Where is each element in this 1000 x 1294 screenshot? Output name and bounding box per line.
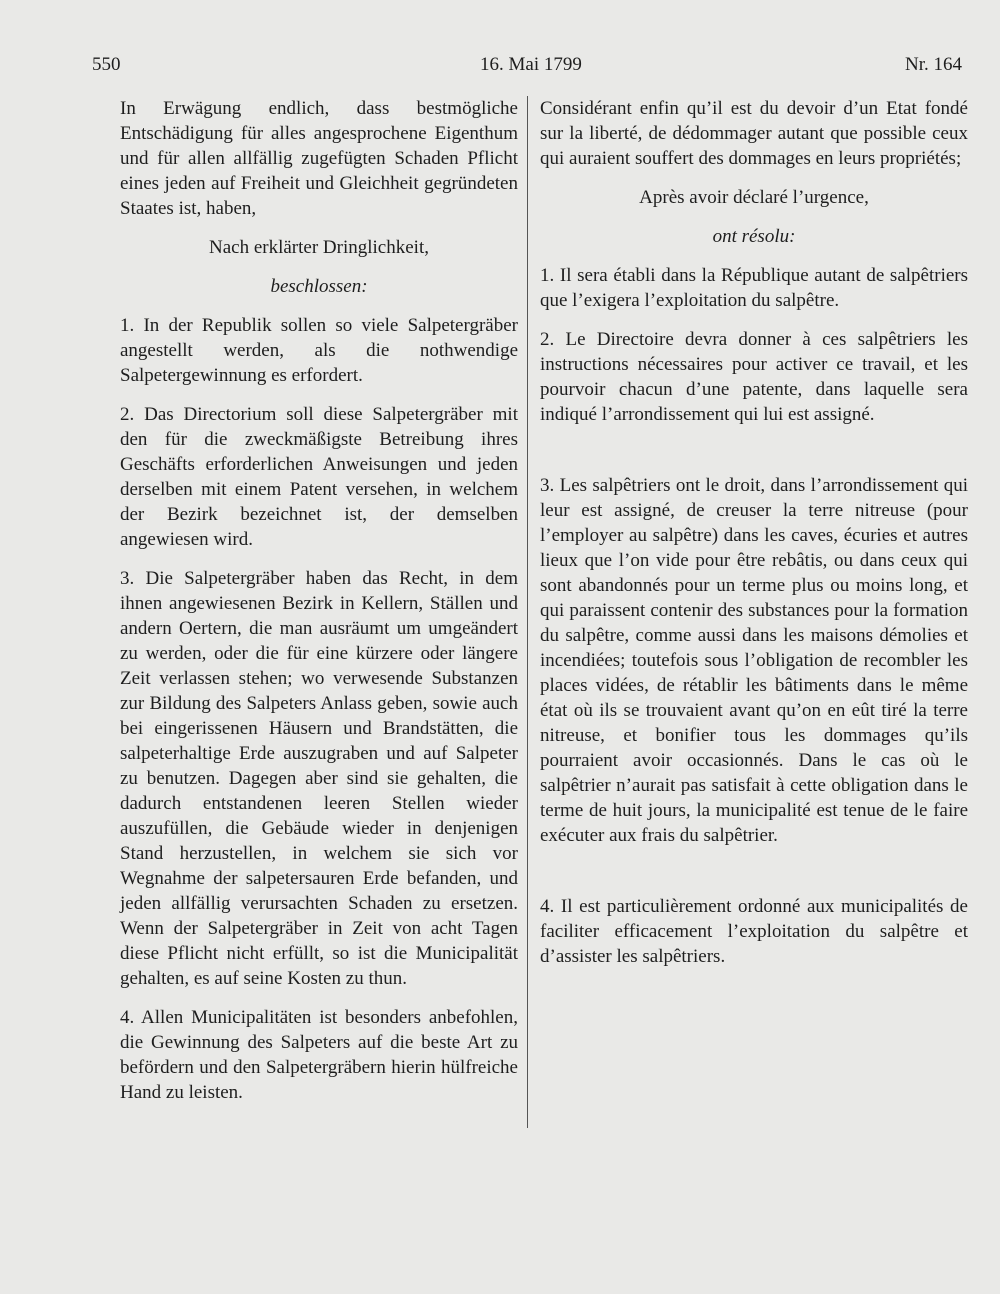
german-article-2: 2. Das Directorium soll diese Salpetergräber mit den für die zweckmäßigste Betreibung ihres Geschäfts erforderlichen Anweisungen und jeden derselben mit einem Patent versehen, in welchem der Bezirk bezeichnet ist, der demselben angewiesen wird.	[120, 404, 518, 550]
french-preamble: Considérant enfin qu’il est du devoir d’un Etat fondé sur la liberté, de dédommager autant que possible ceux qui auraient souffert des dommages en leurs propriétés;	[540, 98, 968, 169]
german-article-3: 3. Die Salpetergräber haben das Recht, in dem ihnen angewiesenen Bezirk in Kellern, Ställen und andern Oertern, die man ausräumt um umgeändert zu werden, oder die für eine kürzere oder längere Zeit verlassen stehen; wo verwesende Substanzen zur Bildung des Salpeters Anlass geben, sowie auch bei eingerissenen Häusern und Brandstätten, die salpeterhaltige Erde auszugraben und auf Salpeter zu benutzen. Dagegen aber sind sie gehalten, die dadurch entstandenen leeren Stellen wieder auszufüllen, die Gebäude wieder in denjenigen Stand herzustellen, in welchem sie sich vor Wegnahme der salpetersauren Erde befanden, und jeden allfällig verursachten Schaden zu ersetzen. Wenn der Salpetergräber in Zeit von acht Tagen diese Pflicht nicht erfüllt, so ist die Municipalität gehalten, es auf seine Kosten zu thun.	[120, 568, 518, 989]
german-article-1: 1. In der Republik sollen so viele Salpetergräber angestellt werden, als die nothwendige Salpetergewinnung es erfordert.	[120, 315, 518, 386]
page-header	[92, 54, 972, 84]
page-date: 16. Mai 1799	[480, 54, 582, 75]
column-divider	[527, 96, 528, 1128]
german-resolved: beschlossen:	[270, 276, 368, 297]
french-urgency: Après avoir déclaré l’urgence,	[639, 187, 869, 208]
french-resolved: ont résolu:	[712, 226, 796, 247]
german-column	[120, 96, 518, 1105]
page-number: 550	[92, 54, 121, 75]
french-article-2: 2. Le Directoire devra donner à ces salpêtriers les instructions nécessaires pour activer ce travail, et les pourvoir chacun d’une patente, dans laquelle sera indiqué l’arrondissement qui lui est assigné.	[540, 329, 968, 425]
german-urgency: Nach erklärter Dringlichkeit,	[209, 237, 429, 258]
french-article-4: 4. Il est particulièrement ordonné aux municipalités de faciliter efficacement l’exploitation du salpêtre et d’assister les salpêtriers.	[540, 896, 968, 967]
french-article-1: 1. Il sera établi dans la République autant de salpêtriers que l’exigera l’exploitation du salpêtre.	[540, 265, 968, 311]
german-preamble: In Erwägung endlich, dass bestmögliche Entschädigung für alles angesprochene Eigenthum und für allen allfällig zugefügten Schaden Pflicht eines jeden auf Freiheit und Gleichheit gegründeten Staates ist, haben,	[120, 98, 518, 219]
french-article-3: 3. Les salpêtriers ont le droit, dans l’arrondissement qui leur est assigné, de creuser la terre nitreuse (pour l’employer au salpêtre) dans les caves, écuries et autres lieux que l’on vide pour être rebâtis, ou dans ceux qui sont abandonnés pour un terme plus ou moins long, et qui paraissent contenir des substances pour la formation du salpêtre, comme aussi dans les maisons démolies et incendiées; toutefois sous l’obligation de recombler les places vidées, de rétablir les bâtiments dans le même état où ils se trouvaient avant qu’on en eût tiré la terre nitreuse, et bonifier tous les dommages qu’ils pourraient avoir occasionnés. Dans le cas où le salpêtrier n’aurait pas satisfait à cette obligation dans le terme de huit jours, la municipalité est tenue de le faire exécuter aux frais du salpêtrier.	[540, 475, 968, 846]
french-column	[540, 96, 968, 969]
document-number: Nr. 164	[905, 54, 962, 75]
german-article-4: 4. Allen Municipalitäten ist besonders anbefohlen, die Gewinnung des Salpeters auf die beste Art zu befördern und den Salpetergräbern hierin hülfreiche Hand zu leisten.	[120, 1007, 518, 1103]
